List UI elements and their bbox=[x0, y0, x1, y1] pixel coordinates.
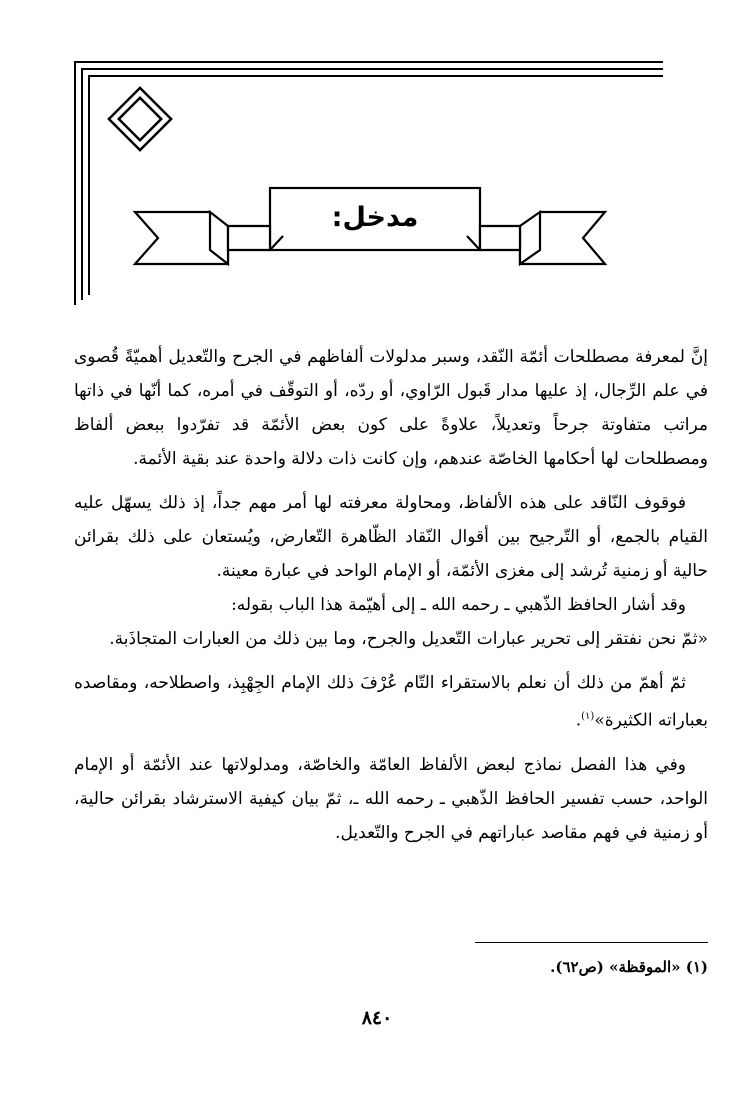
paragraph-3: وقد أشار الحافظ الذّهبي ـ رحمه الله ـ إلى أهيّمة هذا الباب بقوله: bbox=[231, 595, 686, 615]
page-number: ٨٤٠ bbox=[361, 1007, 393, 1029]
quote-text: ثمّ أهمّ من ذلك أن نعلم بالاستقراء التّام عُرْفَ ذلك الإمام الجِهْبِذ، واصطلاحه، ومقاصده بعباراته الكثيرة» bbox=[74, 673, 708, 731]
section-title: مدخل: bbox=[331, 202, 419, 233]
paragraph-2: فوقوف النّاقد على هذه الألفاظ، ومحاولة معرفته لها أمر مهم جداً، إذ ذلك يسهّل عليه القيام بالجمع، أو التّرجيح بين أقوال النّقاد الظّاهرة التّعارض، ويُستعان على ذلك بقرائن حالية أو زمنية تُرشد إلى مغزى الأئمّة، أو الإمام الواحد في عبارة معينة. bbox=[74, 493, 708, 581]
decorative-frame bbox=[0, 0, 754, 330]
body-text bbox=[74, 340, 708, 850]
paragraph-1: إنَّ لمعرفة مصطلحات أئمّة النّقد، وسبر مدلولات ألفاظهم في الجرح والتّعديل أهميّةً قُصوى في علم الرِّجال، إذ عليها مدار قَبول الرّاوي، أو ردّه، أو التوقّف في أمره، كما أنّها في ذاتها مراتب متفاوتة جرحاً وتعديلاً، علاوةً على كون بعض الأئمّة قد تفرّدوا ببعض ألفاظ ومصطلحات لها أحكامها الخاصّة عندهم، وإن كانت ذات دلالة واحدة عند بقية الأئمة. bbox=[74, 347, 708, 469]
footnote: (١) «الموقظة» (ص٦٢). bbox=[550, 958, 708, 976]
diamond-ornament-icon bbox=[109, 88, 171, 150]
quote-paragraph-1: «ثمّ نحن نفتقر إلى تحرير عبارات التّعديل والجرح، وما بين ذلك من العبارات المتجاذَبة. bbox=[109, 629, 708, 649]
quote-paragraph-2: ثمّ أهمّ من ذلك أن نعلم بالاستقراء التّام عُرْفَ ذلك الإمام الجِهْبِذ، واصطلاحه، ومقاصده بعباراته الكثيرة»$^{(١)}$. bbox=[74, 673, 708, 731]
footnote-separator bbox=[475, 942, 708, 943]
footnote-reference[interactable]: (١) bbox=[581, 711, 595, 722]
paragraph-6: وفي هذا الفصل نماذج لبعض الألفاظ العامّة والخاصّة، ومدلولاتها عند الأئمّة أو الإمام الواحد، حسب تفسير الحافظ الذّهبي ـ رحمه الله ـ، ثمّ بيان كيفية الاسترشاد بقرائن حالية، أو زمنية في فهم مقاصد عباراتهم في الجرح والتّعديل. bbox=[74, 754, 708, 843]
